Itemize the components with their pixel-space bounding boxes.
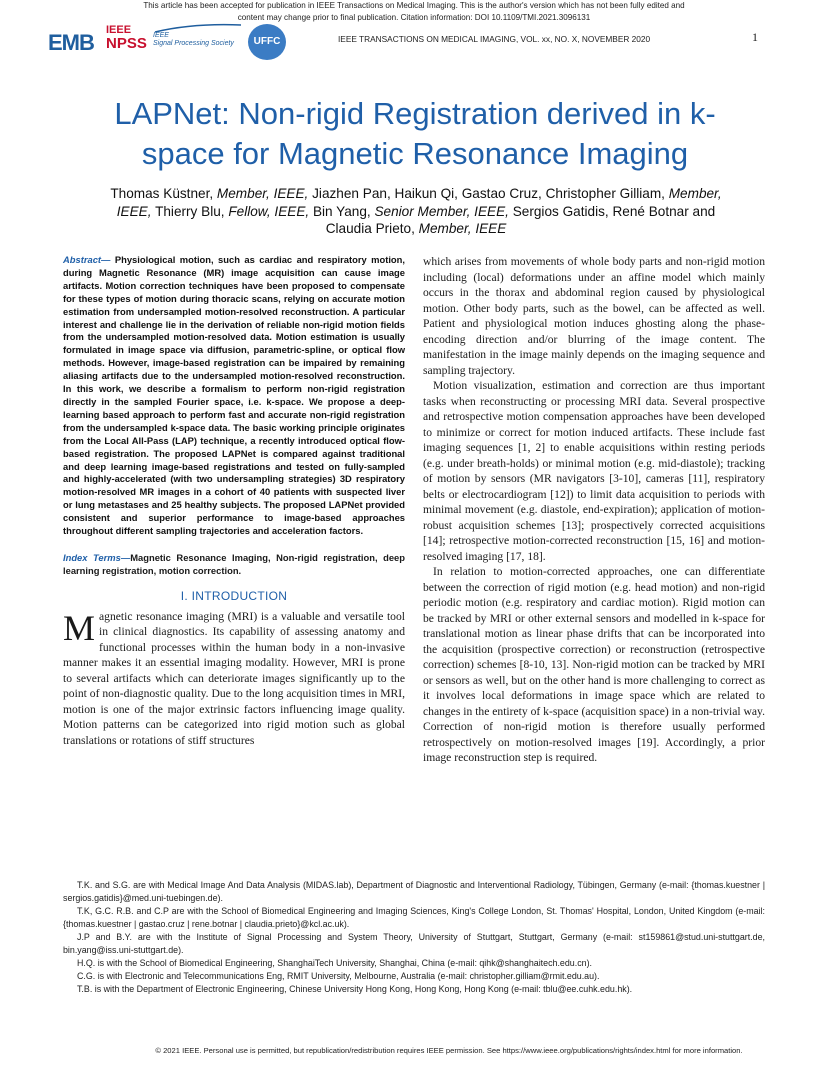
footnote: H.Q. is with the School of Biomedical Engineering, ShanghaiTech University, Shanghai, China (e-mail: qihk@shanghaitech.edu.cn). xyxy=(77,958,592,968)
running-head: IEEE TRANSACTIONS ON MEDICAL IMAGING, VOL. xx, NO. X, NOVEMBER 2020 xyxy=(338,34,651,44)
abstract-label: Abstract— xyxy=(63,254,111,265)
author-list xyxy=(66,185,766,238)
footnote: J.P and B.Y. are with the Institute of Signal Processing and System Theory, University of Stuttgart, Stuttgart, Germany (e-mail: st159861@stud.uni-stuttgart.de, bin.yang@iss.uni-stuttgart.de). xyxy=(63,932,765,955)
author-name: Thierry Blu, xyxy=(155,203,225,219)
notice-line-2: content may change prior to final publication. Citation information: DOI 10.1109/TMI.2021.3096131 xyxy=(237,13,591,22)
index-terms-label: Index Terms— xyxy=(63,551,131,563)
copyright-notice: © 2021 IEEE. Personal use is permitted, but republication/redistribution requires IEEE permission. See https://www.ieee.org/publications/rights/index.html for more information. xyxy=(155,1046,743,1055)
footnote: T.B. is with the Department of Electronic Engineering, Chinese University Hong Kong, Hong Kong, Hong Kong (e-mail: tblu@ee.cuhk.edu.hk). xyxy=(77,984,633,994)
left-column xyxy=(63,254,405,748)
footnote: C.G. is with Electronic and Telecommunications Eng, RMIT University, Melbourne, Australia (e-mail: christopher.gilliam@rmit.edu.au). xyxy=(77,971,600,981)
drop-cap: M xyxy=(63,607,96,648)
intro-paragraph-1-text: agnetic resonance imaging (MRI) is a valuable and versatile tool in clinical diagnostics. Its capability of assessing anatomy and functional processes within the human body in a non-invasive manner makes it an essential imaging modality. However, MRI is prone to several artifacts which can deteriorate images significantly up to the point of non-diagnostic quality. Due to the long acquisition times in MRI, motion is one of the major extrinsic factors influencing image quality. Motion patterns can be categorized into rigid motion such as global translations or rotations of stiff structures xyxy=(63,609,405,747)
footnote: T.K. and S.G. are with Medical Image And Data Analysis (MIDAS.lab), Department of Diagnostic and Interventional Radiology, Tübingen, Germany (e-mail: {thomas.kuestner | sergios.gatidis}@med.uni-tuebingen.de). xyxy=(63,880,765,903)
author-role: IEEE, xyxy=(116,203,152,219)
footnote: T.K, G.C. R.B. and C.P are with the School of Biomedical Engineering and Imaging Sciences, King's College London, St. Thomas' Hospital, London, United Kingdom (e-mail: {thomas.kuestner | gastao.cruz | rene.botnar | claudia.prieto}@kcl.ac.uk). xyxy=(63,906,765,929)
intro-paragraph-1 xyxy=(63,609,405,749)
author-role: Member, IEEE, xyxy=(216,186,309,201)
page-number: 1 xyxy=(752,30,758,44)
index-terms-text: Magnetic Resonance Imaging, Non-rigid registration, deep learning registration, motion correction. xyxy=(63,551,405,576)
affiliation-footnotes xyxy=(63,879,765,996)
author-role: Member, xyxy=(668,186,722,201)
abstract-text: Physiological motion, such as cardiac and respiratory motion, during Magnetic Resonance (MR) image acquisition can cause image artifacts. Motion correction techniques have been proposed to compensate for these types of motion during thoracic scans, relying on accurate motion estimation from undersampled motion-resolved reconstruction. A particular interest and challenge lie in the derivation of reliable non-rigid motion fields from the undersampled motion-resolved data. Motion estimation is usually formulated in image space via diffusion, parametric-spline, or optical flow methods. However, image-based registration can be impaired by remaining aliasing artifacts due to the undersampled motion-resolved reconstruction. In this work, we describe a formalism to perform non-rigid registration directly in the sampled Fourier space, i.e. k-space. We propose a deep-learning based approach to perform fast and accurate non-rigid registration from the undersampled k-space data. The basic working principle originates from the Local All-Pass (LAP) technique, a recently introduced optical flow-based registration. The proposed LAPNet is compared against traditional and deep learning image-based registrations and tested on fully-sampled and highly-accelerated (with two undersampling strategies) 3D respiratory motion-resolved MR images in a cohort of 40 patients with suspected liver or lung metastases and 25 healthy subjects. The proposed LAPNet provided consistent and superior performance to image-based approaches throughout different sampling trajectories and acceleration factors. xyxy=(63,254,405,537)
acceptance-notice xyxy=(0,0,828,24)
intro-paragraph-3: In relation to motion-corrected approaches, one can differentiate between the correction of rigid motion (e.g. head motion) and non-rigid periodic motion (e.g. respiratory and cardiac motion). Rigid motion can be tracked by MRI or other external sensors and modelled in k-space for translational motion as linear phase drifts that can be incorporated into the acquisition (prospective correction) or reconstruction (retrospective correction) schemes [8-10, 13]. Non-rigid motion can be tracked by MRI or sensors as well, but on the other hand is more challenging to correct as it involves local deformations in image space which are related to changes in the entirety of k-space (acquisition space) in a non-trivial way. Correction of non-rigid motion is therefore usually performed retrospectively on motion-resolved images [19]. Accordingly, a prior image reconstruction step is required. xyxy=(423,565,765,764)
emb-logo: EMB xyxy=(48,30,94,55)
uffc-logo: UFFC xyxy=(248,24,286,60)
society-logos xyxy=(48,22,298,62)
author-name: Sergios Gatidis, René Botnar and xyxy=(512,203,716,219)
author-name: Jiazhen Pan, Haikun Qi, Gastao Cruz, Christopher Gilliam, xyxy=(312,186,665,201)
abstract xyxy=(63,254,405,538)
sps-swoosh-icon xyxy=(153,23,243,33)
npss-logo xyxy=(106,25,147,52)
sps-logo xyxy=(153,32,243,48)
npss-logo-top: IEEE xyxy=(106,24,132,36)
author-name: Bin Yang, xyxy=(312,203,371,219)
author-role: Senior Member, IEEE, xyxy=(374,203,509,219)
title-line-1: LAPNet: Non-rigid Registration derived in k- xyxy=(114,96,716,131)
npss-logo-text: NPSS xyxy=(106,35,147,52)
notice-line-1: This article has been accepted for publication in IEEE Transactions on Medical Imaging. This is the author's version which has not been fully edited and xyxy=(143,1,685,10)
section-heading: I. INTRODUCTION xyxy=(180,588,288,603)
author-role: Member, IEEE xyxy=(418,221,507,236)
intro-paragraph-2: Motion visualization, estimation and correction are thus important tasks when reconstructing or processing MRI data. Several prospective and retrospective motion compensation approaches have been developed to minimize or correct for motion induced artifacts. These include fast imaging sequences [1, 2] to enable acquisitions within resting periods (e.g. under breath-holds) or minimal motion (e.g. mid-diastole); tracking of motion by sensors (MR navigators [3-10], cameras [11], respiratory belts or electrocardiogram [12]) to limit data acquisition to periods with minimal movement (e.g. diastole, end-expiration); application of motion-robust acquisition schemes [13]; prospectively corrected acquisitions [14]; retrospective motion-corrected reconstruction [15, 16] and motion-resolved imaging [17, 18]. xyxy=(423,379,765,563)
sps-logo-text: Signal Processing Society xyxy=(153,40,234,47)
intro-paragraph-1-continued: which arises from movements of whole body parts and non-rigid motion including (local) deformations under an affine model which mainly occurs in the thorax and abdominal region caused by physiological motion. Other body parts, such as the bowel, can be affected as well. Patient and physiological motion induces ghosting along the phase-encoding direction and/or blurring of the image content. The manifestation in the image mainly depends on the imaging sequence and sampling trajectory. xyxy=(423,255,765,377)
sps-logo-ieee: IEEE xyxy=(153,32,169,39)
paper-title xyxy=(60,94,770,174)
index-terms xyxy=(63,551,405,577)
title-line-2: space for Magnetic Resonance Imaging xyxy=(141,136,689,171)
author-name: Claudia Prieto, xyxy=(325,221,415,236)
author-role: Fellow, IEEE, xyxy=(228,203,310,219)
author-name: Thomas Küstner, xyxy=(110,186,214,201)
right-column xyxy=(423,254,765,766)
